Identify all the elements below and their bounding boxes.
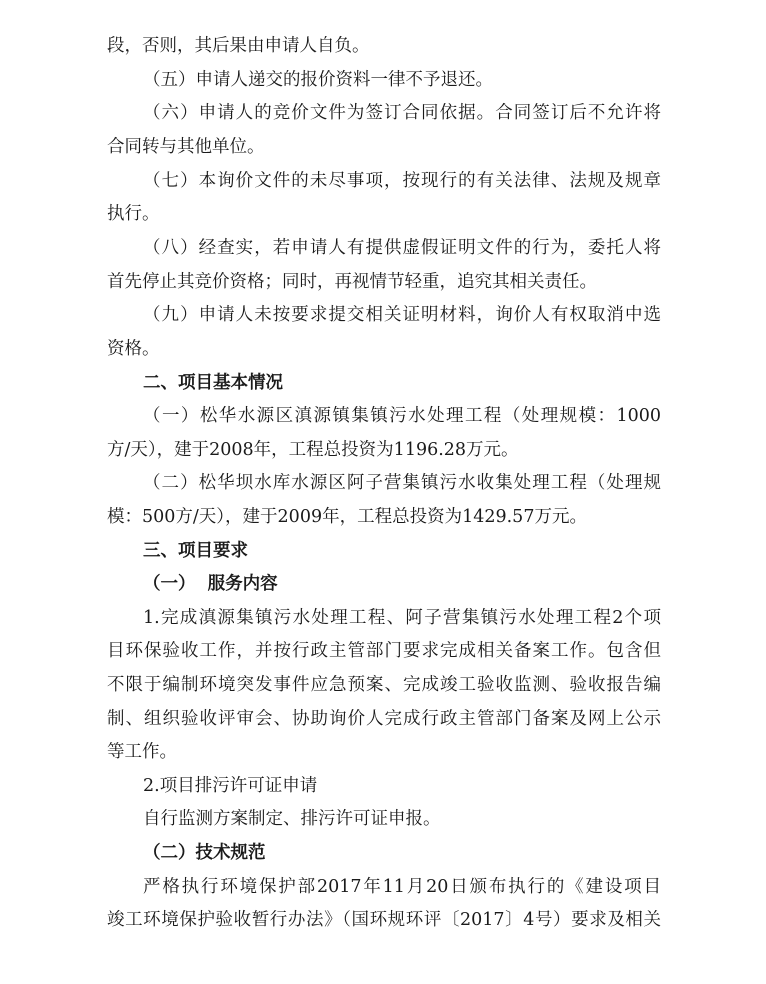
text-line: （八）经查实，若申请人有提供虚假证明文件的行为，委托人将 <box>143 238 661 258</box>
text-line: 目环保验收工作，并按行政主管部门要求完成相关备案工作。包含但 <box>107 641 661 661</box>
text-line: 制、组织验收评审会、协助询价人完成行政主管部门备案及网上公示 <box>107 709 661 729</box>
text-line: 合同转与其他单位。 <box>107 137 265 157</box>
text-line: 首先停止其竞价资格；同时，再视情节轻重，追究其相关责任。 <box>107 272 597 292</box>
text-line: 严格执行环境保护部2017年11月20日颁布执行的《建设项目 <box>143 877 661 897</box>
text-line: 执行。 <box>107 204 160 224</box>
text-line: （一）松华水源区滇源镇集镇污水处理工程（处理规模：1000 <box>143 406 661 426</box>
subsection-heading: （二）技术规范 <box>143 843 266 863</box>
text-line: 模：500方/天），建于2009年，工程总投资为1429.57万元。 <box>107 507 587 527</box>
text-line: （九）申请人未按要求提交相关证明材料，询价人有权取消中选 <box>143 305 661 325</box>
text-line: 竣工环境保护验收暂行办法》（国环规环评〔2017〕4号）要求及相关 <box>107 910 661 930</box>
text-line: （六）申请人的竞价文件为签订合同依据。合同签订后不允许将 <box>143 103 661 123</box>
text-line: 段，否则，其后果由申请人自负。 <box>107 36 370 56</box>
text-line: （二）松华坝水库水源区阿子营集镇污水收集处理工程（处理规 <box>143 473 661 493</box>
text-line: 资格。 <box>107 339 160 359</box>
text-line: 方/天），建于2008年，工程总投资为1196.28万元。 <box>107 440 519 460</box>
section-heading: 二、项目基本情况 <box>143 373 283 393</box>
text-line: （五）申请人递交的报价资料一律不予退还。 <box>143 70 493 90</box>
text-line: 不限于编制环境突发事件应急预案、完成竣工验收监测、验收报告编 <box>107 675 661 695</box>
subsection-heading: （一） 服务内容 <box>143 574 278 594</box>
text-line: 自行监测方案制定、排污许可证申报。 <box>143 809 441 829</box>
section-heading: 三、项目要求 <box>143 541 248 561</box>
text-line: 2.项目排污许可证申请 <box>143 776 318 796</box>
text-line: 等工作。 <box>107 742 177 762</box>
text-line: （七）本询价文件的未尽事项，按现行的有关法律、法规及规章 <box>143 171 661 191</box>
text-line: 1.完成滇源集镇污水处理工程、阿子营集镇污水处理工程2个项 <box>143 608 661 628</box>
